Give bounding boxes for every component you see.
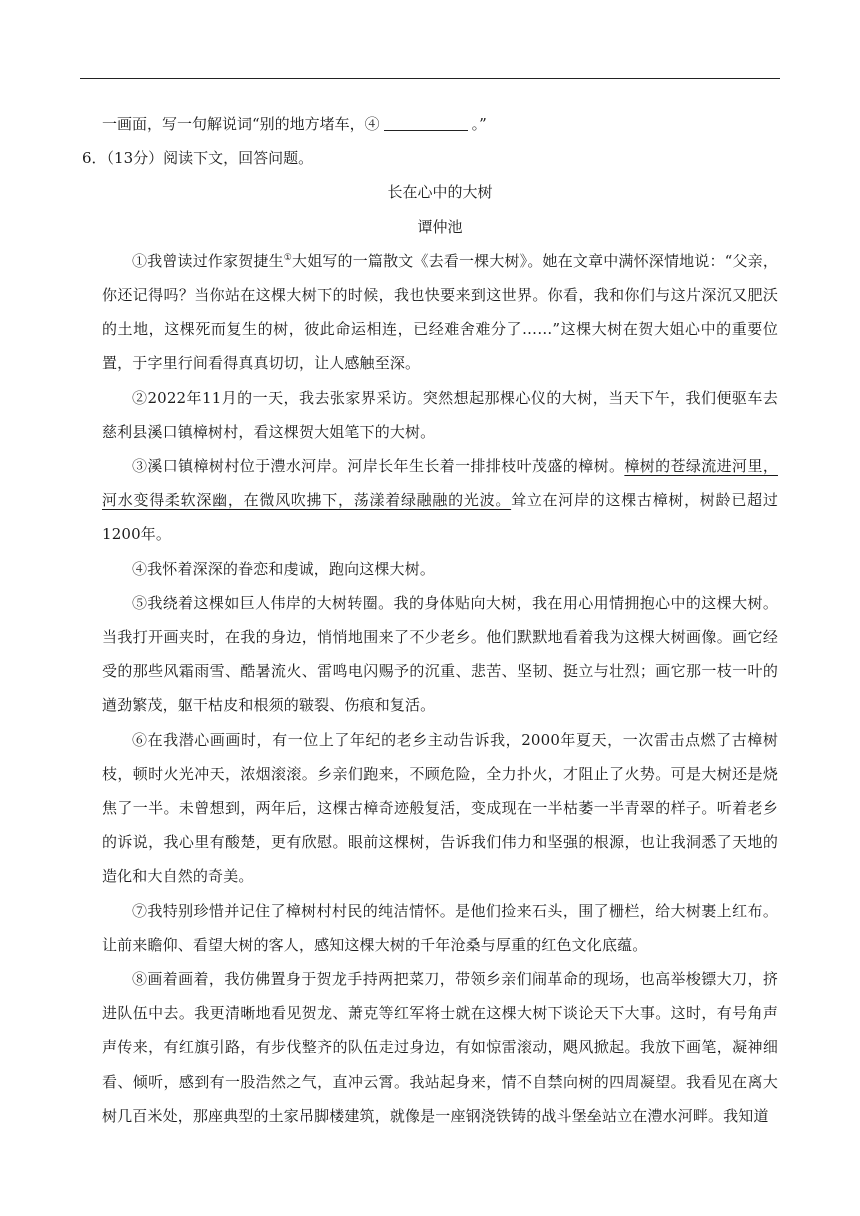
lead-in-tail: 。”: [471, 115, 487, 133]
paragraph-1: ①我曾读过作家贺捷生①大姐写的一篇散文《去看一棵大树》。她在文章中满怀深情地说：“父亲，你还记得吗？当你站在这棵大树下的时候，我也快要来到这世界。你看，我和你们与这片深沉又肥沃的土地，这棵死而复生的树，彼此命运相连，已经难舍难分了……”这棵大树在贺大姐心中的重要位置，于字里行间看得真真切切，让人感触至深。: [102, 251, 779, 373]
paragraph-6: ⑥在我潜心画画时，有一位上了年纪的老乡主动告诉我，2000年夏天，一次雷击点燃了古樟树枝，顿时火光冲天，浓烟滚滚。乡亲们跑来，不顾危险，全力扑火，才阻止了火势。可是大树还是烧焦了一半。未曾想到，两年后，这棵古樟奇迹般复活，变成现在一半枯萎一半青翠的样子。听着老乡的诉说，我心里有酸楚，更有欣慰。眼前这棵树，告诉我们伟力和坚强的根源，也让我洞悉了天地的造化和大自然的奇美。: [102, 730, 778, 886]
paragraph-7: ⑦我特别珍惜并记住了樟树村村民的纯洁情怀。是他们捡来石头，围了栅栏，给大树裹上红布。让前来瞻仰、看望大树的客人，感知这棵大树的千年沧桑与厚重的红色文化底蕴。: [102, 901, 778, 954]
paragraph-4: ④我怀着深深的眷恋和虔诚，跑向这棵大树。: [132, 559, 436, 578]
lead-in-text: 一画面，写一句解说词“别的地方堵车，④: [102, 115, 380, 133]
footnote-marker[interactable]: ①: [283, 252, 293, 263]
article-title: 长在心中的大树: [387, 183, 493, 202]
answer-blank-4[interactable]: [384, 114, 468, 131]
paragraph-2: ②2022年11月的一天，我去张家界采访。突然想起那棵心仪的大树，当天下午，我们便驱车去慈利县溪口镇樟树村，看这棵贺大姐笔下的大树。: [102, 388, 778, 441]
paragraph-3: ③溪口镇樟树村位于澧水河岸。河岸长年生长着一排排枝叶茂盛的樟树。樟树的苍绿流进河里，河水变得柔软深幽，在微风吹拂下，荡漾着绿融融的光波。耸立在河岸的这棵古樟树，树龄已超过1200年。: [102, 457, 778, 544]
header-rule: [80, 78, 780, 79]
underlined-sentence: 樟树的苍绿流进河里，河水变得柔软深幽，在微风吹拂下，荡漾着绿融融的光波。: [102, 457, 778, 510]
question-header: 6．（13分）阅读下文，回答问题。: [82, 149, 314, 168]
article-author: 谭仲池: [417, 217, 463, 236]
lead-in-line: [102, 107, 778, 141]
paragraph-8: ⑧画着画着，我仿佛置身于贺龙手持两把菜刀，带领乡亲们闹革命的现场，也高举梭镖大刀，挤进队伍中去。我更清晰地看见贺龙、萧克等红军将士就在这棵大树下谈论天下大事。这时，有号角声声传来，有红旗引路，有步伐整齐的队伍走过身边，有如惊雷滚动，飓风掀起。我放下画笔，凝神细看、倾听，感到有一股浩然之气，直冲云霄。我站起身来，情不自禁向树的四周凝望。我看见在离大树几百米处，那座典型的土家吊脚楼建筑，就像是一座钢浇铁铸的战斗堡垒站立在澧水河畔。我知道: [102, 970, 778, 1125]
paragraph-5: ⑤我绕着这棵如巨人伟岸的大树转圈。我的身体贴向大树，我在用心用情拥抱心中的这棵大树。当我打开画夹时，在我的身边，悄悄地围来了不少老乡。他们默默地看着我为这棵大树画像。画它经受的那些风霜雨雪、酷暑流火、雷鸣电闪赐予的沉重、悲苦、坚韧、挺立与壮烈；画它那一枝一叶的遒劲繁茂，躯干枯皮和根须的皲裂、伤痕和复活。: [102, 593, 778, 715]
document-body: [82, 107, 779, 1133]
